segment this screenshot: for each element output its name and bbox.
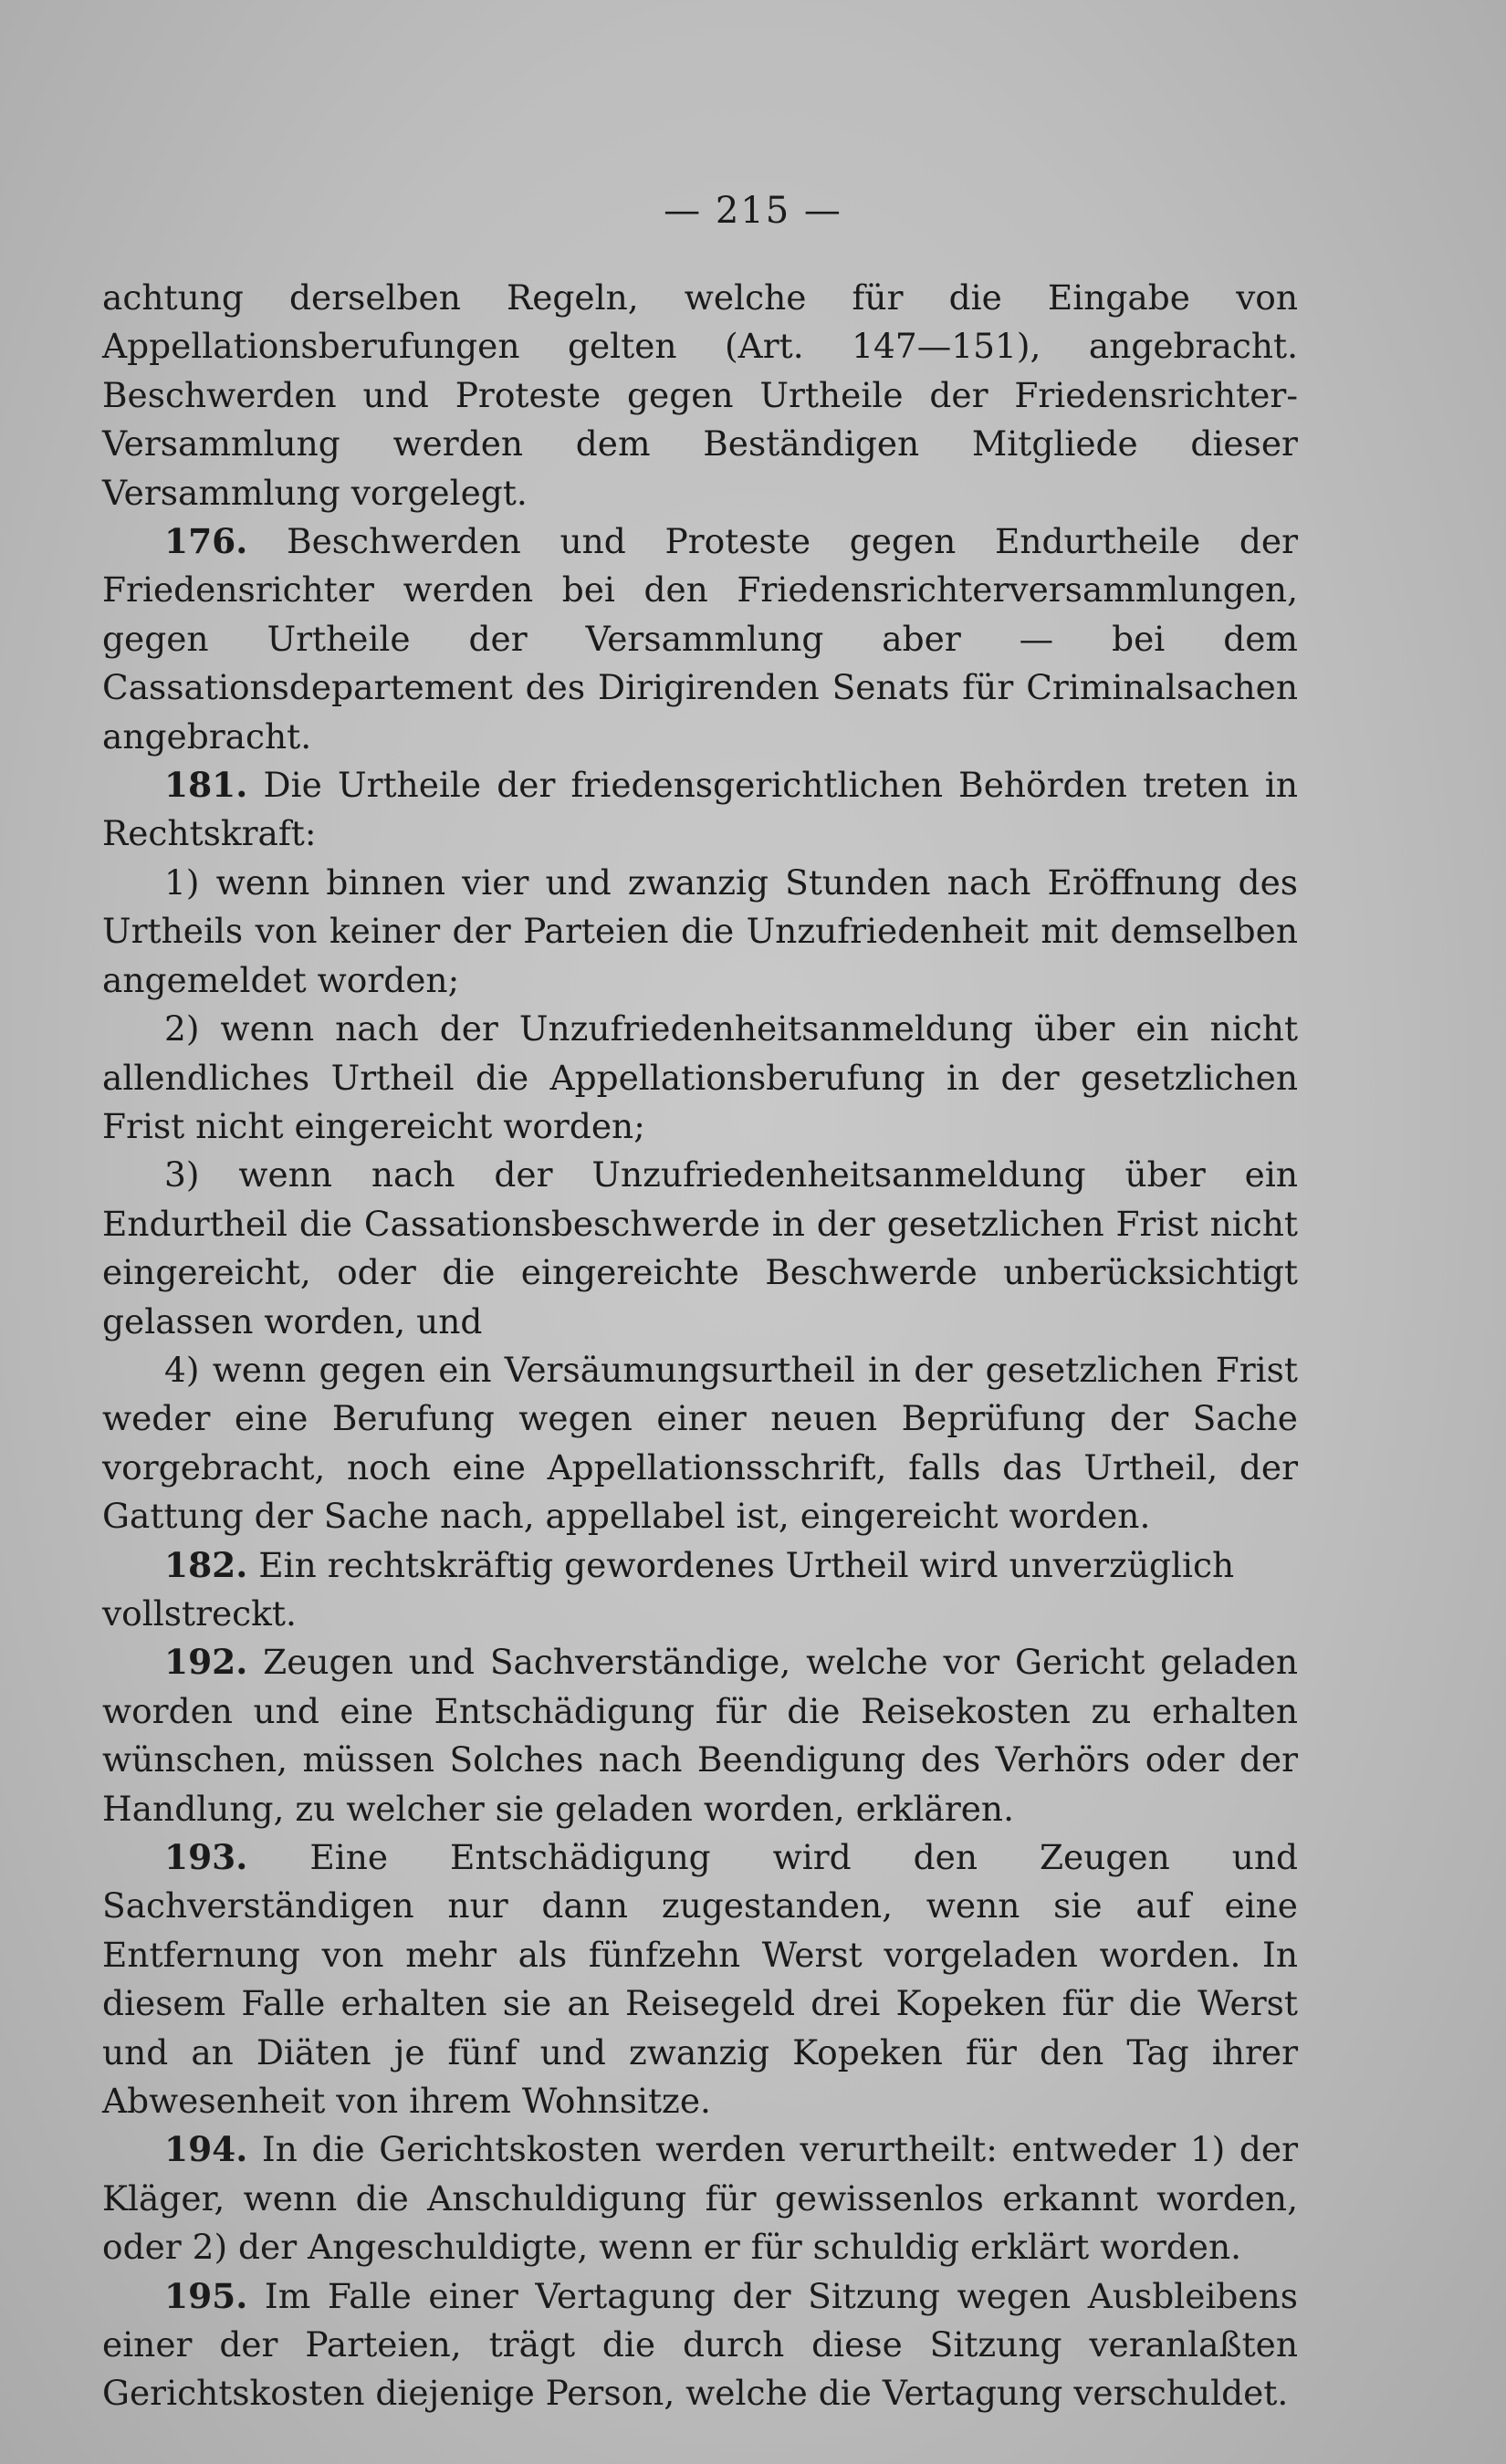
paragraph-text: Die Urtheile der friedensgerichtlichen Behörden treten in Rechtskraft:	[102, 765, 1299, 854]
list-text: wenn nach der Unzufriedenheitsanmeldung über ein nicht allendliches Urtheil die Appellationsberufung in der gesetzlichen Frist nicht eingereicht worden;	[102, 1008, 1299, 1146]
article-number: 181.	[164, 765, 248, 806]
paragraph-text: Ein rechtskräftig gewordenes Urtheil wird unverzüglich vollstreckt.	[102, 1544, 1235, 1634]
list-number: 2)	[164, 1008, 200, 1049]
paragraph-text: Im Falle einer Vertagung der Sitzung wegen Ausbleibens einer der Parteien, trägt die durch diese Sitzung veranlaßten Gerichtskosten diejenige Person, welche die Vertagung verschuldet.	[102, 2275, 1298, 2414]
list-number: 1)	[164, 861, 200, 903]
paragraph-194	[102, 2125, 1298, 2271]
article-number: 192.	[164, 1642, 248, 1683]
paragraph-text: achtung derselben Regeln, welche für die Eingabe von Appellationsberufungen gelten (Art. 147—151), angebracht. Beschwerden und Proteste gegen Urtheile der Friedensrichter-Versammlung werden dem Beständigen Mitgliede dieser Versammlung vorgelegt.	[102, 277, 1298, 513]
article-number: 182.	[164, 1544, 248, 1585]
paragraph-192	[102, 1638, 1298, 1833]
paragraph-193	[102, 1833, 1298, 2125]
article-number: 194.	[164, 2129, 248, 2170]
list-text: wenn nach der Unzufriedenheitsanmeldung über ein Endurtheil die Cassationsbeschwerde in der gesetzlichen Frist nicht eingereicht, oder die eingereichte Beschwerde unberücksichtigt gelassen worden, und	[102, 1154, 1298, 1342]
article-number: 195.	[164, 2275, 248, 2316]
paragraph-176	[102, 517, 1298, 761]
page-body	[102, 274, 1298, 2418]
list-number: 3)	[164, 1154, 200, 1195]
paragraph-195	[102, 2272, 1298, 2418]
list-item-3	[102, 1151, 1298, 1346]
paragraph-text: Beschwerden und Proteste gegen Endurtheile der Friedensrichter werden bei den Friedensrichterversammlungen, gegen Urtheile der Versammlung aber — bei dem Cassationsdepartement des Dirigirenden Senats für Criminalsachen angebracht.	[102, 521, 1299, 757]
paragraph-181	[102, 761, 1298, 859]
page-number: — 215 —	[664, 190, 842, 232]
list-text: wenn binnen vier und zwanzig Stunden nach Eröffnung des Urtheils von keiner der Parteien die Unzufriedenheit mit demselben angemeldet worden;	[102, 861, 1299, 1000]
paragraph-text: In die Gerichtskosten werden verurtheilt: entweder 1) der Kläger, wenn die Anschuldigung für gewissenlos erkannt worden, oder 2) der Angeschuldigte, wenn er für schuldig erklärt worden.	[102, 2129, 1299, 2268]
paragraph-text: Eine Entschädigung wird den Zeugen und Sachverständigen nur dann zugestanden, wenn sie auf eine Entfernung von mehr als fünfzehn Werst vorgeladen worden. In diesem Falle erhalten sie an Reisegeld drei Kopeken für die Werst und an Diäten je fünf und zwanzig Kopeken für den Tag ihrer Abwesenheit von ihrem Wohnsitze.	[102, 1837, 1299, 2122]
paragraph-182	[102, 1541, 1298, 1639]
article-number: 193.	[164, 1837, 248, 1877]
list-item-2	[102, 1005, 1298, 1151]
paragraph-continuation	[102, 274, 1298, 517]
list-number: 4)	[164, 1349, 200, 1390]
list-item-1	[102, 859, 1298, 1005]
article-number: 176.	[164, 521, 248, 562]
list-item-4	[102, 1346, 1298, 1541]
list-text: wenn gegen ein Versäumungsurtheil in der gesetzlichen Frist weder eine Berufung wegen einer neuen Beprüfung der Sache vorgebracht, noch eine Appellationsschrift, falls das Urtheil, der Gattung der Sache nach, appellabel ist, eingereicht worden.	[102, 1349, 1298, 1537]
paragraph-text: Zeugen und Sachverständige, welche vor Gericht geladen worden und eine Entschädigung für die Reisekosten zu erhalten wünschen, müssen Solches nach Beendigung des Verhörs oder der Handlung, zu welcher sie geladen worden, erklären.	[102, 1642, 1299, 1829]
